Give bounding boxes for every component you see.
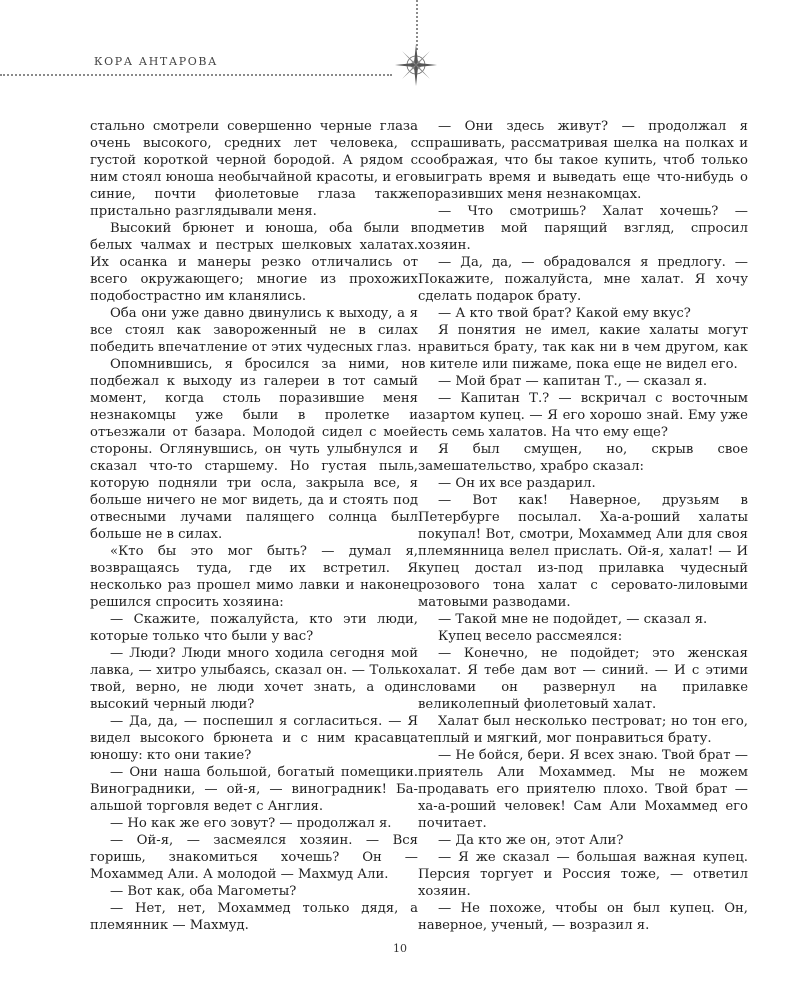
right-text-column	[418, 118, 748, 934]
paragraph: — Ой-я, — засмеялся хозяин. — Вся горишь, знакомиться хочешь? Он — Мохаммед Али. А молодой — Махмуд Али.	[90, 833, 418, 882]
paragraph: — Но как же его зовут? — продолжал я.	[110, 816, 392, 831]
paragraph: «Кто бы это мог быть? — думал я, возвращаясь туда, где их встретил. Я несколько раз прошел мимо лавки и наконец решился спросить хозяина:	[90, 544, 418, 610]
compass-rose-icon	[393, 42, 439, 88]
paragraph: Высокий брюнет и юноша, оба были в белых чалмах и пестрых шелковых халатах. Их осанка и манеры резко отличались от всего окружающего; многие из прохожих подобострастно им кланялись.	[90, 221, 418, 304]
paragraph: — Он их все раздарил.	[438, 476, 596, 491]
paragraph: — Я же сказал — большая важная купец. Персия торгует и Россия тоже, — ответил хозяин.	[418, 850, 748, 899]
paragraph: — Такой мне не подойдет, — сказал я.	[438, 612, 708, 627]
paragraph: — Они наша большой, богатый помещики. Виноградники, — ой-я, — виноградник! Ба-альшой торговля ведет с Англия.	[90, 765, 418, 814]
running-head: КОРА АНТАРОВА	[94, 55, 218, 68]
paragraph: Опомнившись, я бросился за ними, но подбежал к выходу из галереи в тот самый момент, когда столь поразившие меня незнакомцы уже были в пролетке и отъезжали от базара. Молодой сидел с моей стороны. Оглянувшись, он чуть улыбнулся и сказал что-то старшему. Но густая пыль, которую подняли три осла, закрыла все, я больше ничего не мог видеть, да и стоять под отвесными лучами палящего солнца был больше не в силах.	[90, 357, 418, 542]
paragraph: стально смотрели совершенно черные глаза очень высокого, средних лет человека, с густой короткой черной бородой. А рядом с ним стоял юноша необычайной красоты, и его синие, почти фиолетовые глаза также пристально разглядывали меня.	[90, 119, 418, 219]
paragraph: — Они здесь живут? — продолжал я спрашивать, рассматривая шелка на полках и соображая, что бы такое купить, чтоб только выиграть время и выведать еще что-нибудь о поразивших меня незнакомцах.	[418, 119, 748, 202]
paragraph: — Да кто же он, этот Али?	[438, 833, 624, 848]
header-dotted-rule	[0, 74, 392, 76]
paragraph: — Вот как, оба Магометы?	[110, 884, 297, 899]
paragraph: Халат был несколько пестроват; но тон его, теплый и мягкий, мог понравиться брату.	[418, 714, 748, 746]
paragraph: — Не похоже, чтобы он был купец. Он, наверное, ученый, — возразил я.	[418, 901, 748, 933]
page-number: 10	[393, 942, 407, 955]
paragraph: Я понятия не имел, какие халаты могут нравиться брату, так как ни в чем другом, как в кителе или пижаме, пока еще не видел его.	[418, 323, 748, 372]
left-text-column	[90, 118, 418, 934]
paragraph: Я был смущен, но, скрыв свое замешательство, храбро сказал:	[418, 442, 748, 474]
paragraph: — Люди? Люди много ходила сегодня мой лавка, — хитро улыбаясь, сказал он. — Только твой, верно, не люди хочет знать, а один высокий черный люди?	[90, 646, 418, 712]
paragraph: — Нет, нет, Мохаммед только дядя, а племянник — Махмуд.	[90, 901, 418, 933]
paragraph: — Вот как! Наверное, друзьям в Петербурге посылал. Ха-а-роший халаты покупал! Вот, смотри, Мохаммед Али для своя племянница велел прислать. Ой-я, халат! — И купец достал из-под прилавка чудесный розового тона халат с серовато-лиловыми матовыми разводами.	[418, 493, 748, 610]
paragraph: Оба они уже давно двинулись к выходу, а я все стоял как завороженный не в силах победить впечатление от этих чудесных глаз.	[90, 306, 418, 355]
paragraph: — Не бойся, бери. Я всех знаю. Твой брат — приятель Али Мохаммед. Мы не можем продавать его приятелю плохо. Твой брат — ха-а-роший человек! Сам Али Мохаммед его почитает.	[418, 748, 748, 831]
paragraph: — Мой брат — капитан Т., — сказал я.	[438, 374, 708, 389]
paragraph: — Скажите, пожалуйста, кто эти люди, которые только что были у вас?	[90, 612, 418, 644]
paragraph: — Конечно, не подойдет; это женская халат. Я тебе дам вот — синий. — И с этими словами он развернул на прилавке великолепный фиолетовый халат.	[418, 646, 748, 712]
paragraph: — Да, да, — поспешил я согласиться. — Я видел высокого брюнета и с ним красавца юношу: кто они такие?	[90, 714, 418, 763]
paragraph: Купец весело рассмеялся:	[438, 629, 623, 644]
paragraph: — А кто твой брат? Какой ему вкус?	[438, 306, 691, 321]
paragraph: — Что смотришь? Халат хочешь? — подметив мой парящий взгляд, спросил хозяин.	[418, 204, 748, 253]
paragraph: — Капитан Т.? — вскричал с восточным азартом купец. — Я его хорошо знай. Ему уже есть семь халатов. На что ему еще?	[418, 391, 748, 440]
paragraph: — Да, да, — обрадовался я предлогу. — Покажите, пожалуйста, мне халат. Я хочу сделать подарок брату.	[418, 255, 748, 304]
